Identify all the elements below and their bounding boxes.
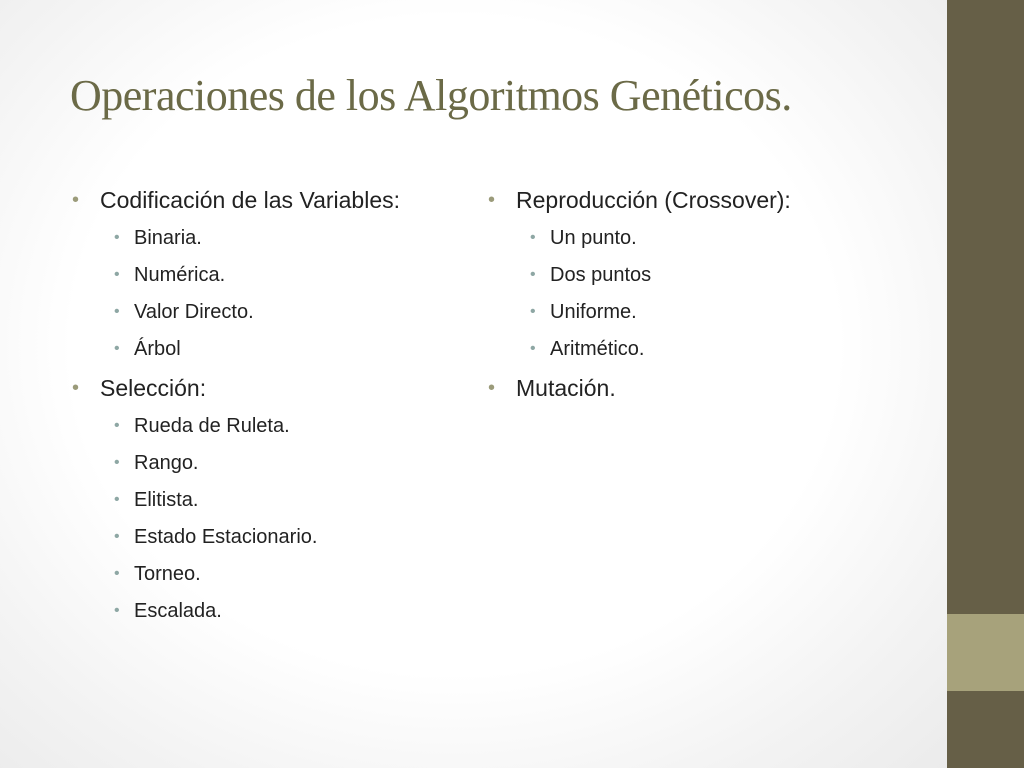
sub-list-item-label: Rueda de Ruleta. [134, 415, 290, 437]
right-column-list [488, 186, 791, 411]
sub-list-item [100, 337, 400, 361]
sub-list-item [516, 300, 791, 324]
bullet-icon: • [114, 454, 120, 471]
sub-list-codificacion [100, 226, 400, 361]
sub-list-item-label: Árbol [134, 338, 181, 360]
sub-list-item [100, 488, 400, 512]
sub-list-reproduccion [516, 226, 791, 361]
bullet-icon: • [488, 189, 496, 211]
list-item-label: Codificación de las Variables: [100, 187, 401, 213]
bullet-icon: • [114, 491, 120, 508]
sub-list-item [100, 525, 400, 549]
bullet-icon: • [114, 266, 120, 283]
list-item-label: Selección: [100, 375, 207, 401]
sub-list-item-label: Dos puntos [550, 264, 652, 286]
sub-list-seleccion [100, 414, 400, 623]
sub-list-item [100, 300, 400, 324]
sub-list-item-label: Uniforme. [550, 301, 637, 323]
sub-list-item [100, 562, 400, 586]
sub-list-item [516, 337, 791, 361]
sub-list-item-label: Estado Estacionario. [134, 526, 318, 548]
bullet-icon: • [530, 266, 536, 283]
sub-list-item-label: Numérica. [134, 264, 226, 286]
bullet-icon: • [72, 189, 80, 211]
list-item-seleccion [72, 374, 400, 623]
list-item-label: Mutación. [516, 375, 616, 401]
bullet-icon: • [530, 229, 536, 246]
decorative-sidebar-accent [947, 614, 1024, 691]
bullet-icon: • [72, 377, 80, 399]
bullet-icon: • [114, 340, 120, 357]
sub-list-item-label: Rango. [134, 452, 199, 474]
bullet-icon: • [114, 303, 120, 320]
sub-list-item [100, 599, 400, 623]
left-column-list [72, 186, 400, 636]
sub-list-item-label: Un punto. [550, 227, 637, 249]
bullet-icon: • [114, 528, 120, 545]
sub-list-item [516, 263, 791, 287]
sub-list-item-label: Elitista. [134, 489, 199, 511]
sub-list-item [100, 263, 400, 287]
bullet-icon: • [530, 340, 536, 357]
sub-list-item-label: Aritmético. [550, 338, 645, 360]
bullet-icon: • [488, 377, 496, 399]
bullet-icon: • [114, 417, 120, 434]
sub-list-item-label: Torneo. [134, 563, 201, 585]
sub-list-item-label: Binaria. [134, 227, 202, 249]
sub-list-item [100, 451, 400, 475]
sub-list-item [100, 226, 400, 250]
list-item-reproduccion [488, 186, 791, 361]
list-item-codificacion [72, 186, 400, 361]
sub-list-item [516, 226, 791, 250]
sub-list-item-label: Valor Directo. [134, 301, 254, 323]
bullet-icon: • [114, 602, 120, 619]
sub-list-item [100, 414, 400, 438]
bullet-icon: • [530, 303, 536, 320]
sub-list-item-label: Escalada. [134, 600, 222, 622]
slide-title: Operaciones de los Algoritmos Genéticos. [70, 71, 792, 120]
bullet-icon: • [114, 565, 120, 582]
bullet-icon: • [114, 229, 120, 246]
list-item-label: Reproducción (Crossover): [516, 187, 791, 213]
list-item-mutacion [488, 374, 791, 402]
